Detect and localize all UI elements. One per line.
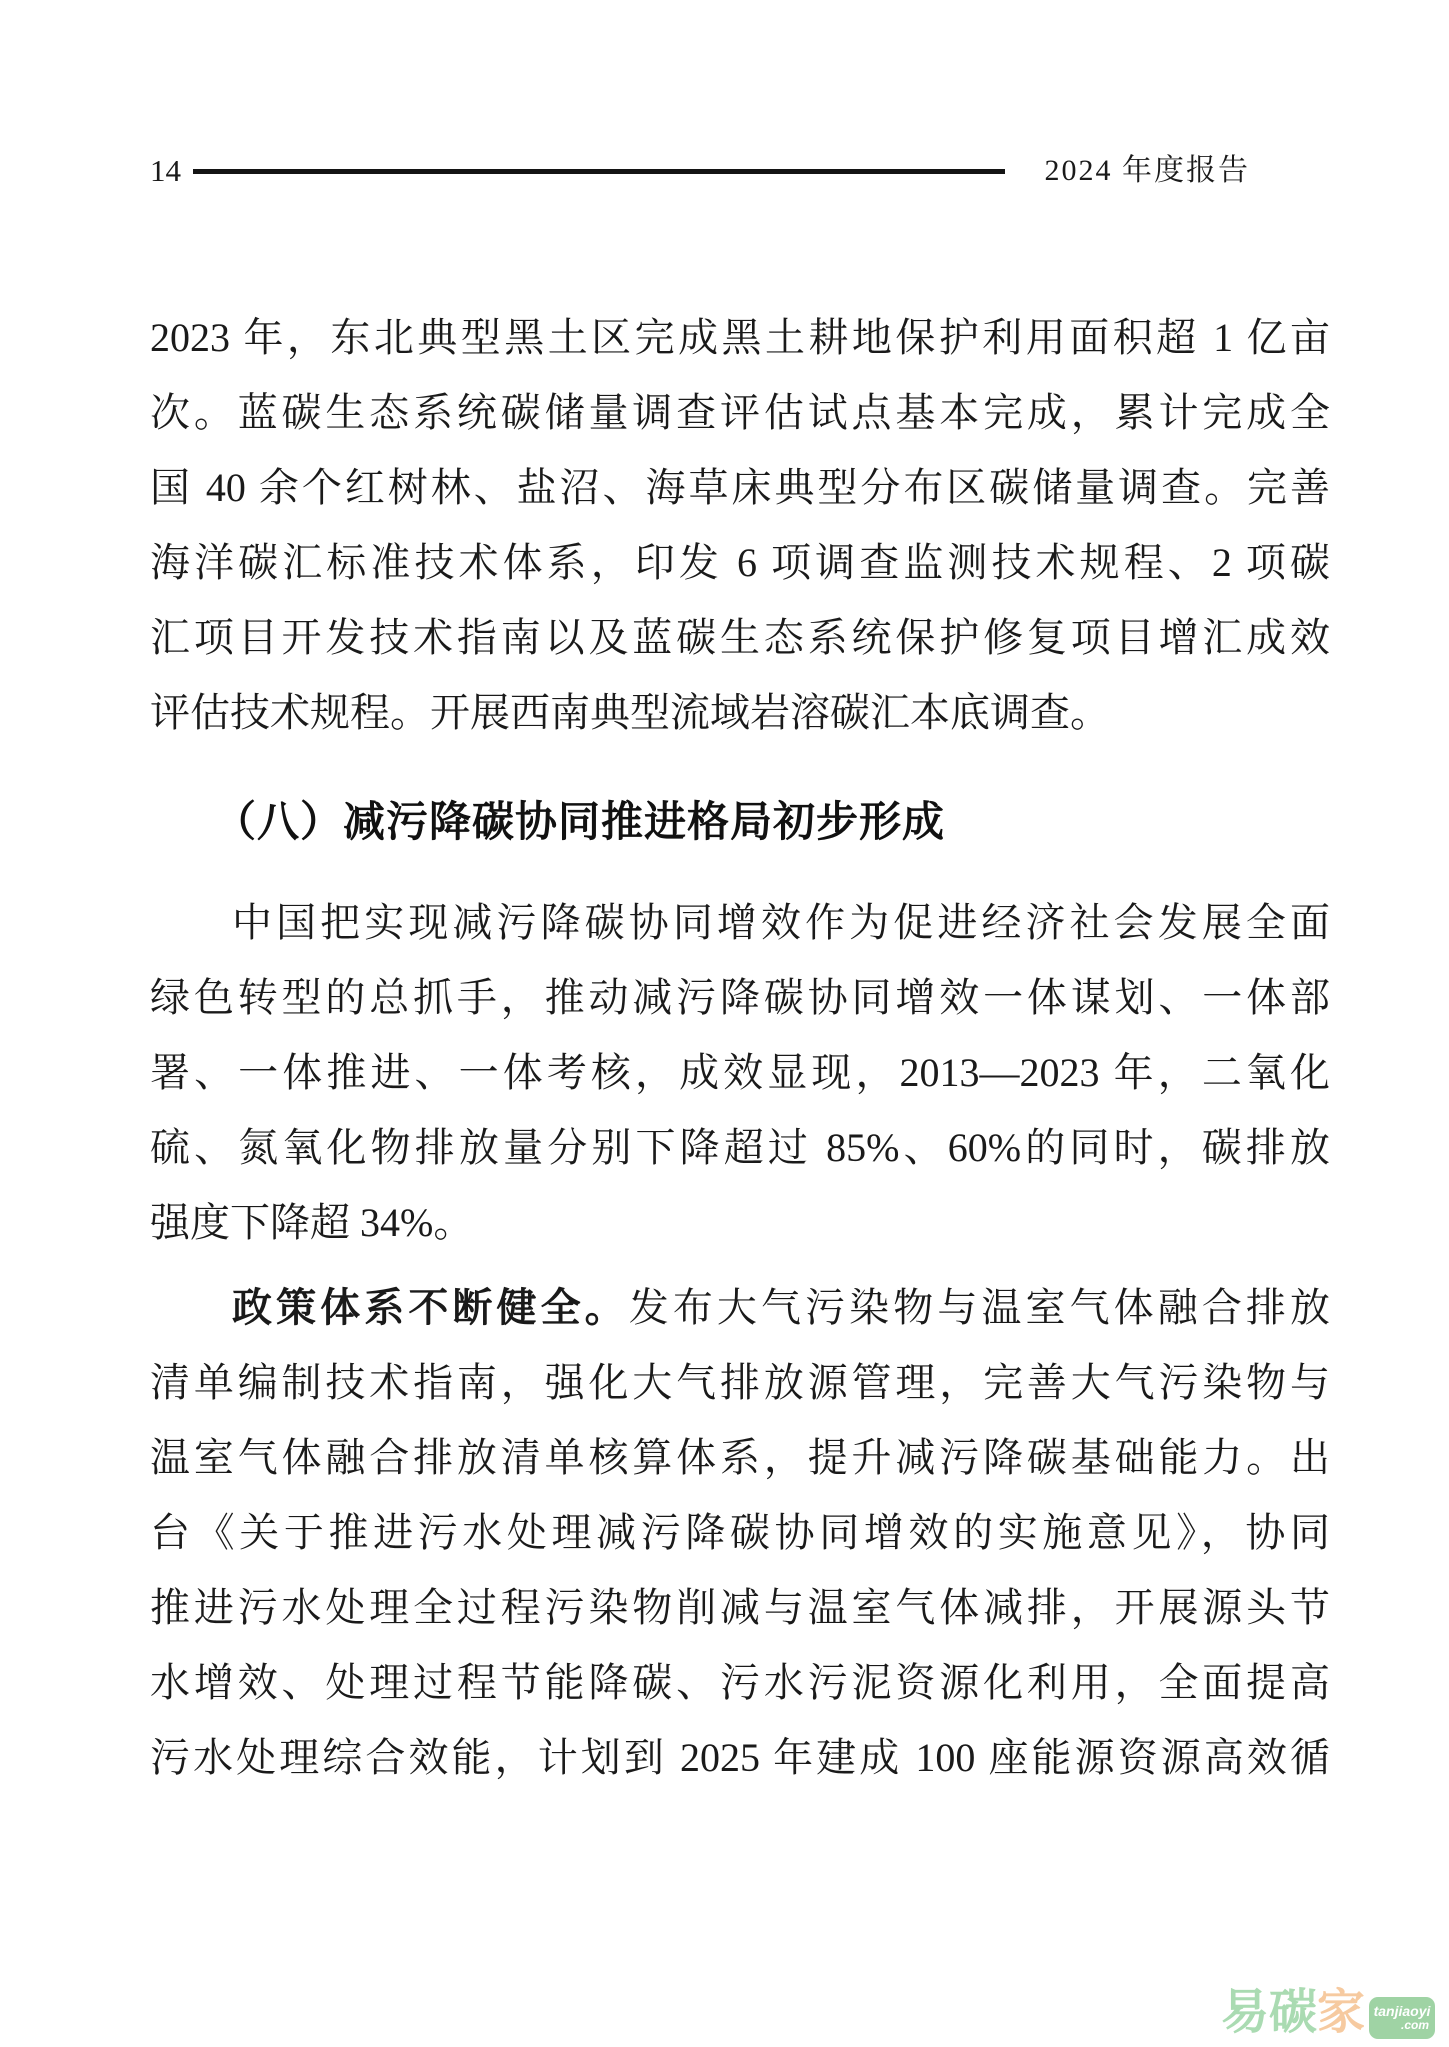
page-number: 14: [150, 153, 181, 188]
text-line: 硫、氮氧化物排放量分别下降超过 85%、60%的同时，碳排放: [150, 1125, 1330, 1170]
text-line: 评估技术规程。开展西南典型流域岩溶碳汇本底调查。: [150, 690, 1110, 735]
text-line: 汇项目开发技术指南以及蓝碳生态系统保护修复项目增汇成效: [150, 615, 1330, 660]
lead-rest-text: 发布大气污染物与温室气体融合排放: [628, 1285, 1330, 1330]
text-line: 2023 年，东北典型黑土区完成黑土耕地保护利用面积超 1 亿亩: [150, 315, 1330, 360]
watermark-text-orange: 家: [1316, 1986, 1365, 2039]
bold-lead-text: 政策体系不断健全。: [232, 1286, 629, 1330]
watermark-badge-line1: tanjiaoyi: [1373, 2003, 1431, 2019]
watermark-text-green: 易碳: [1220, 1986, 1317, 2039]
watermark-badge-line2: .com: [1400, 2018, 1429, 2032]
text-line: 推进污水处理全过程污染物削减与温室气体减排，开展源头节: [150, 1585, 1330, 1630]
text-line: 温室气体融合排放清单核算体系，提升减污降碳基础能力。出: [150, 1435, 1330, 1480]
text-line: 清单编制技术指南，强化大气排放源管理，完善大气污染物与: [150, 1360, 1330, 1405]
watermark-logo: [1221, 1987, 1435, 2039]
paragraph-coordination: [150, 885, 1330, 1260]
text-line: 国 40 余个红树林、盐沼、海草床典型分布区碳储量调查。完善: [150, 465, 1330, 510]
text-line-with-bold-lead: [150, 1270, 1330, 1345]
text-line: 污水处理综合效能，计划到 2025 年建成 100 座能源资源高效循: [150, 1735, 1330, 1780]
text-line: 中国把实现减污降碳协同增效作为促进经济社会发展全面: [232, 900, 1330, 945]
text-line: 海洋碳汇标准技术体系，印发 6 项调查监测技术规程、2 项碳: [150, 540, 1330, 585]
text-line: 台《关于推进污水处理减污降碳协同增效的实施意见》，协同: [150, 1510, 1330, 1555]
text-line: 次。蓝碳生态系统碳储量调查评估试点基本完成，累计完成全: [150, 390, 1330, 435]
text-line: 水增效、处理过程节能降碳、污水污泥资源化利用，全面提高: [150, 1660, 1330, 1705]
header-title: 2024 年度报告: [1044, 154, 1250, 187]
text-line: 绿色转型的总抓手，推动减污降碳协同增效一体谋划、一体部: [150, 975, 1330, 1020]
section-heading: （八）减污降碳协同推进格局初步形成: [214, 798, 946, 845]
paragraph-policy-system: [150, 1270, 1330, 1795]
page-header: [150, 150, 1250, 192]
watermark-badge: [1369, 1997, 1435, 2039]
paragraph-blue-carbon: [150, 300, 1330, 750]
text-line: 署、一体推进、一体考核，成效显现，2013—2023 年，二氧化: [150, 1050, 1330, 1095]
text-line: 强度下降超 34%。: [150, 1200, 474, 1245]
header-rule: [193, 169, 1005, 174]
